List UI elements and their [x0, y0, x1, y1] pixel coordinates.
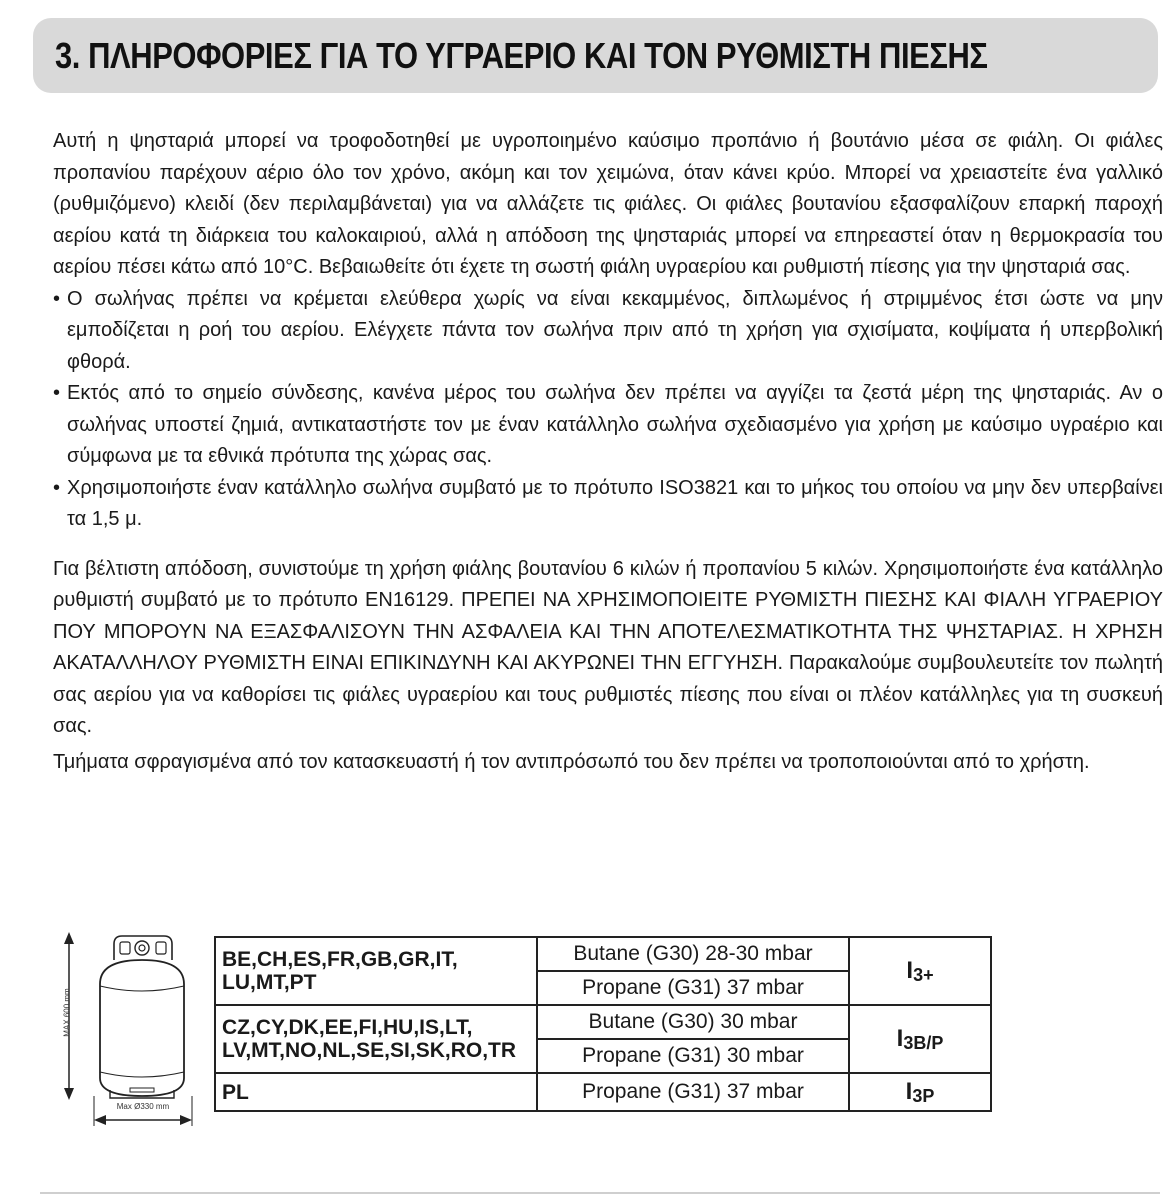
width-dimension-label: Max Ø330 mm	[116, 1102, 170, 1111]
section-title: 3. ΠΛΗΡΟΦΟΡΙΕΣ ΓΙΑ ΤΟ ΥΓΡΑΕΡΙΟ ΚΑΙ ΤΟΝ ΡΥΘΜΙΣΤΗ ΠΙΕΣΗΣ	[55, 34, 988, 76]
gas-cylinder-figure	[52, 926, 202, 1136]
category-cell	[849, 1073, 991, 1111]
gas-category-table	[214, 936, 992, 1112]
table-row	[215, 1073, 991, 1111]
bullet-item	[53, 473, 1163, 536]
category-main: I	[896, 1024, 904, 1052]
bullet-text: Χρησιμοποιήστε έναν κατάλληλο σωλήνα συμβατό με το πρότυπο ISO3821 και το μήκος του οποίου να μην δεν υπερβαίνει τα 1,5 μ.	[67, 476, 1163, 530]
countries-cell: BE,CH,ES,FR,GB,GR,IT, LU,MT,PT	[215, 937, 537, 1005]
category-cell	[849, 937, 991, 1005]
category-sub: 3B/P	[903, 1032, 944, 1053]
category-main: I	[905, 1077, 913, 1105]
bullet-dot: •	[53, 382, 61, 404]
height-dimension-label: MAX 600 mm	[62, 988, 72, 1037]
bullet-dot: •	[53, 287, 61, 310]
gas-pressure-cell: Propane (G31) 37 mbar	[537, 971, 849, 1005]
body-text	[53, 126, 1163, 778]
bullet-text: Εκτός από το σημείο σύνδεσης, κανένα μέρος του σωλήνα δεν πρέπει να αγγίζει τα ζεστά μέρη της ψησταριάς. Αν ο σωλήνας υποστεί ζημιά, αντικαταστήστε τον με έναν κατάλληλο σωλήνα σχεδιασμένο για χρήση με καύσιμο υγραέριο και σύμφωνα με τα εθνικά πρότυπα της χώρας σας.	[67, 382, 1163, 467]
countries-cell: PL	[215, 1073, 537, 1111]
sealed-parts-paragraph: Τμήματα σφραγισμένα από τον κατασκευαστή ή τον αντιπρόσωπό του δεν πρέπει να τροποποιούνται από το χρήστη.	[53, 750, 1090, 773]
countries-cell: CZ,CY,DK,EE,FI,HU,IS,LT, LV,MT,NO,NL,SE,SI,SK,RO,TR	[215, 1005, 537, 1073]
bullet-dot: •	[53, 476, 61, 499]
performance-paragraph: Για βέλτιστη απόδοση, συνιστούμε τη χρήση φιάλης βουτανίου 6 κιλών ή προπανίου 5 κιλών. Χρησιμοποιήστε ένα κατάλληλο ρυθμιστή συμβατό με το πρότυπο EN16129. ΠΡΕΠΕΙ ΝΑ ΧΡΗΣΙΜΟΠΟΙΕΙΤΕ ΡΥΘΜΙΣΤΗ ΠΙΕΣΗΣ ΚΑΙ ΦΙΑΛΗ ΥΓΡΑΕΡΙΟΥ ΠΟΥ ΜΠΟΡΟΥΝ ΝΑ ΕΞΑΣΦΑΛΙΣΟΥΝ ΤΗΝ ΑΣΦΑΛΕΙΑ ΚΑΙ ΤΗΝ ΑΠΟΤΕΛΕΣΜΑΤΙΚΟΤΗΤΑ ΤΗΣ ΨΗΣΤΑΡΙΑΣ. Η ΧΡΗΣΗ ΑΚΑΤΑΛΛΗΛΟΥ ΡΥΘΜΙΣΤΗ ΕΙΝΑΙ ΕΠΙΚΙΝΔΥΝΗ ΚΑΙ ΑΚΥΡΩΝΕΙ ΤΗΝ ΕΓΓΥΗΣΗ. Παρακαλούμε συμβουλευτείτε τον πωλητή σας αερίου για να καθορίσει τις φιάλες υγραερίου και τους ρυθμιστές πίεσης που είναι οι πλέον κατάλληλες για τη συσκευή σας.	[53, 557, 1163, 737]
section-header	[33, 18, 1158, 93]
category-sub: 3P	[912, 1085, 935, 1106]
gas-pressure-cell: Butane (G30) 28-30 mbar	[537, 937, 849, 971]
bullet-item	[53, 284, 1163, 379]
bullet-item	[53, 378, 1163, 473]
bullet-text: Ο σωλήνας πρέπει να κρέμεται ελεύθερα χωρίς να είναι κεκαμμένος, διπλωμένος ή στριμμένος έτσι ώστε να μην εμποδίζεται η ροή του αερίου. Ελέγχετε πάντα τον σωλήνα πριν από τη χρήση για σχισίματα, κοψίματα ή υπερβολική φθορά.	[67, 287, 1163, 373]
gas-pressure-cell: Propane (G31) 30 mbar	[537, 1039, 849, 1073]
category-sub: 3+	[913, 964, 934, 985]
category-cell	[849, 1005, 991, 1073]
intro-paragraph: Αυτή η ψησταριά μπορεί να τροφοδοτηθεί με υγροποιημένο καύσιμο προπάνιο ή βουτάνιο μέσα σε φιάλη. Οι φιάλες προπανίου παρέχουν αέριο όλο τον χρόνο, ακόμη και τον χειμώνα, όταν κάνει κρύο. Μπορεί να χρειαστείτε ένα γαλλικό (ρυθμιζόμενο) κλειδί (δεν περιλαμβάνεται) για να αλλάζετε τις φιάλες. Οι φιάλες βουτανίου εξασφαλίζουν επαρκή παροχή αερίου κατά τη διάρκεια του καλοκαιριού, αλλά η απόδοση της ψησταριάς μπορεί να επηρεαστεί όταν η θερμοκρασία του αερίου πέσει κάτω από 10°C. Βεβαιωθείτε ότι έχετε τη σωστή φιάλη υγραερίου και ρυθμιστή πίεσης για την ψησταριά σας.	[53, 130, 1163, 278]
gas-pressure-cell: Butane (G30) 30 mbar	[537, 1005, 849, 1039]
gas-pressure-cell: Propane (G31) 37 mbar	[537, 1073, 849, 1111]
table-row	[215, 1005, 991, 1039]
table-row	[215, 937, 991, 971]
category-main: I	[906, 956, 914, 984]
page-divider	[40, 1192, 1160, 1194]
